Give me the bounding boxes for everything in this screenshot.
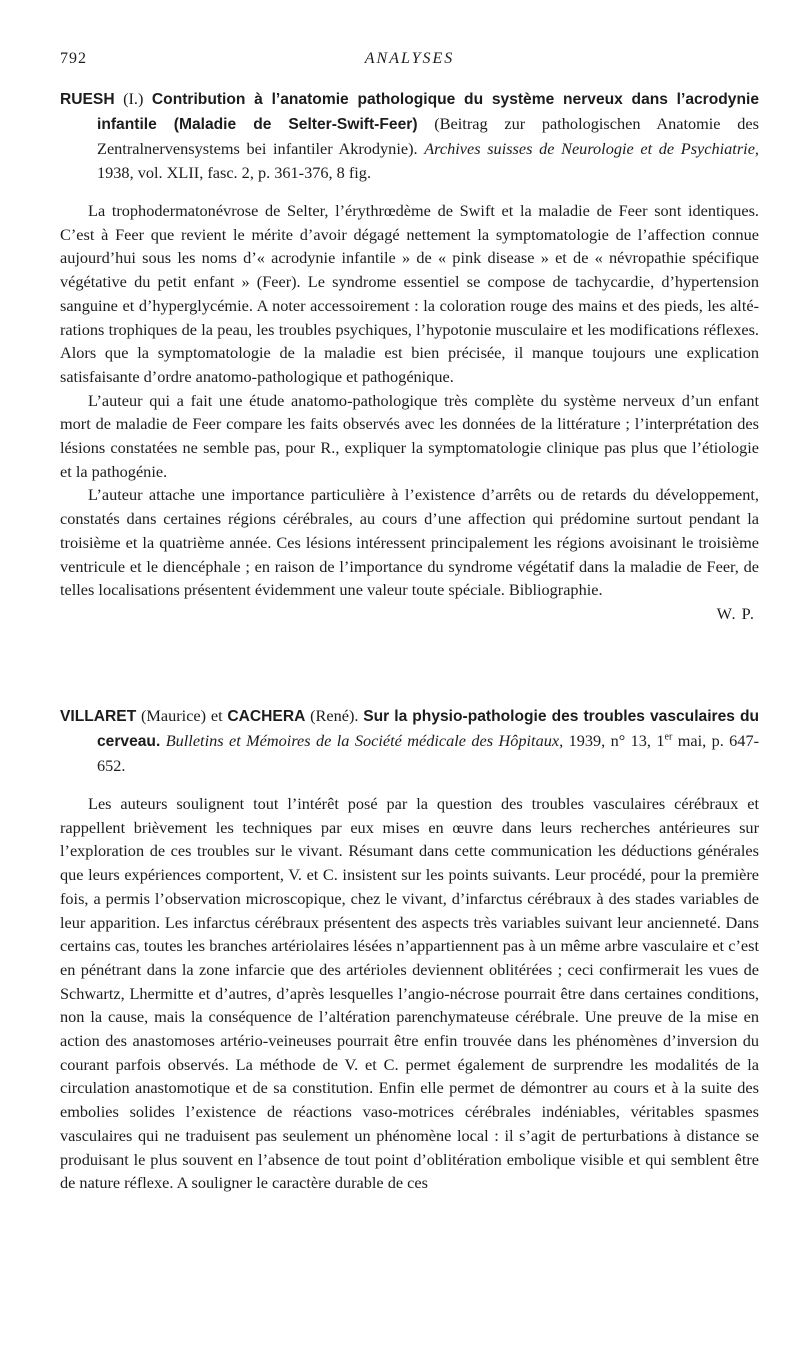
paragraph: Les auteurs soulignent tout l’intérêt posé par la question des troubles vasculaires cérébraux et rappellent brièvement les techniques par eux mises en œuvre dans leurs recherches antérieures sur l’exploration de ces troubles sur le vivant. Résumant dans cette communication les déductions générales que leurs expériences comportent, V. et C. insistent sur les points suivants. Leur procédé, pour la première fois, a permis l’observation microscopique, chez le vivant, d’infarctus cérébraux à des stades variables de leur apparition. Les infarctus cérébraux présentent des aspects très variables suivant leur ancienneté. Dans certains cas, toutes les branches artériolaires lésées n’appartiennent pas à un même arbre vasculaire et c’est en pénétrant dans la zone infarcie que des artérioles deviennent oblitérées ; ceci confirmerait les vues de Schwartz, Lhermitte et d’autres, d’après lesquelles l’angio-nécrose pourrait être dans certaines conditions, non la cause, mais la conséquence de l’altération parenchymateuse cérébrale. Une preuve de la mise en action des anastomoses artério-veineuses pourrait être enfin trouvée dans les phénomènes d’inversion du courant parfois observés. La méthode de V. et C. permet également de surprendre les modalités de la circulation anastomotique et de sa constitution. Enfin elle permet de démontrer au cours et à la suite des embolies solides l’existence de réactions vaso-motrices cérébrales indéniables, véritables spasmes vasculaires qui ne traduisent pas seulement un phénomène local : il s’agit de perturbations à distance se produisant le plus souvent en l’absence de tout point d’oblitération embolique visible et qui semblent être de nature réflexe. A souligner le caractère durable de ces [60,794,759,1193]
article-title: Contribution à l’anatomie pathologique du système nerveux dans l’acrodynie infantile (Maladie de Selter-Swift-Feer) [97,91,760,133]
citation-superscript: er [664,731,673,743]
reviewer-signature: W. P. [716,603,755,623]
citation-start: 1939, n° 13, 1 [568,731,665,750]
author-conjunction: et [210,706,223,725]
author-initials: (I.) [123,89,144,108]
original-title: (Beitrag zur pathologischen Anatomie des Zentralnervensystems bei infantiler Akrodynie). [97,114,759,158]
journal-name: Bulletins et Mémoires de la Société médicale des Hôpitaux, [165,731,564,750]
running-title: ANALYSES [364,50,455,67]
author-initials: (René). [310,706,359,725]
article-body [60,199,759,602]
author-name: CACHERA [227,708,306,725]
citation-end: mai, p. 647-652. [97,731,760,775]
journal-name: Archives suisses de Neurologie et de Psychiatrie, [424,139,759,158]
author-initials: (Maurice) [141,706,207,725]
article-body [60,792,759,1195]
article-ruesh [60,87,759,626]
article-heading [60,704,759,778]
paragraph: L’auteur attache une importance particulière à l’existence d’arrêts ou de retards du développement, constatés dans certaines régions cérébrales, au cours d’une affection qui prédomine surtout pendant la troisième et la quatrième année. Ces lésions intéressent principalement les régions avoisinant le troisième ventricule et le diencéphale ; en raison de l’importance du syndrome végétatif dans la maladie de Feer, de telles localisations présentent évidemment une valeur toute spéciale. Bibliographie. [60,485,759,600]
article-title: Sur la physio-pathologie des troubles vasculaires du cerveau. [97,708,760,750]
author-name: VILLARET [60,708,137,725]
citation: 1938, vol. XLII, fasc. 2, p. 361-376, 8 fig. [97,163,372,182]
page-number: 792 [60,50,87,67]
article-villaret-cachera [60,704,759,1195]
paragraph: La trophodermatonévrose de Selter, l’érythrœdème de Swift et la maladie de Feer sont identiques. C’est à Feer que revient le mérite d’avoir dégagé nettement la symptomatologie de l’affection connue aujourd’hui sous les noms d’« acrodynie infantile » de « pink disease » et de « névropathie spécifique végétative du petit enfant » (Feer). Le syndrome essentiel se compose de tachycardie, d’hypertension sanguine et d’hyperglycémie. A noter accessoirement : la coloration rouge des mains et des pieds, les altérations trophiques de la peau, les troubles psychiques, l’hypotonie musculaire et les modifications réflexes. Alors que la symptomatologie de la maladie est bien précisée, il manque toujours une explication satisfaisante d’ordre anatomo-pathologique et pathogénique. [60,201,759,386]
paragraph: L’auteur qui a fait une étude anatomo-pathologique très complète du système nerveux d’un enfant mort de maladie de Feer compare les faits observés avec les données de la littérature ; l’interprétation des lésions constatées ne semble pas, pour R., expliquer la symptomatologie clinique pas plus que l’étiologie et la pathogénie. [60,390,759,481]
running-header [60,50,759,72]
article-heading [60,87,759,185]
author-name: RUESH [60,91,115,108]
